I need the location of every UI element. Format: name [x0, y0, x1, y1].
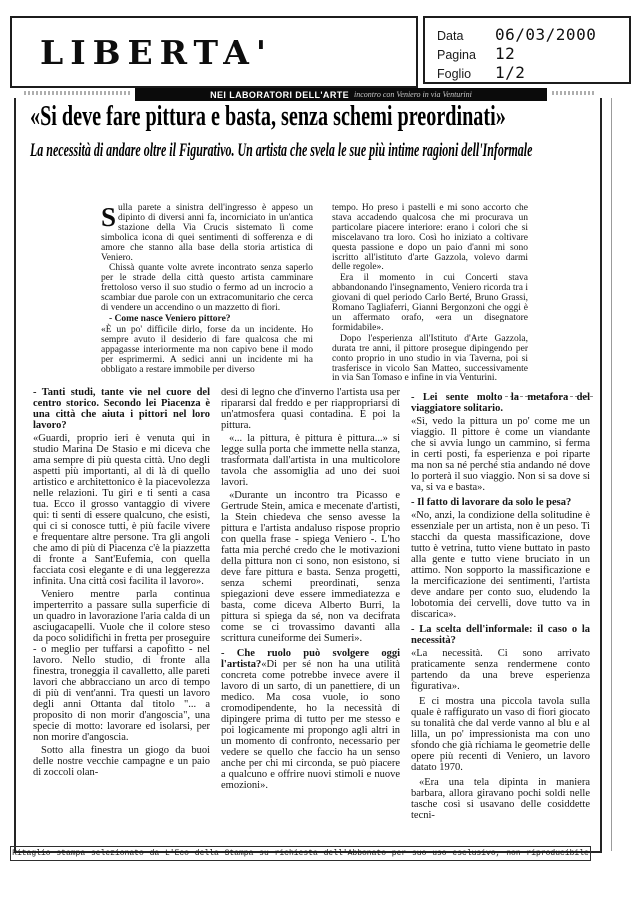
- answer-inline: «Di per sé non ha una utilità concreta come potrebbe invece avere il lavoro di un sarto, di un panettiere, di un medico. Ma cosa vuole, io sono cromodipendente, ho la necessità di dipingere prima di tutto per me stesso e poi logicamente mi propongo agli altri in un momento di confronto, necessario per vedere se quello che faccio ha un senso anche per chi mi circonda, se può piacere a qualcuno e offrire nuovi stimoli e nuove emozioni».: [221, 659, 400, 791]
- meta-value-data: 06/03/2000: [495, 25, 597, 44]
- paragraph: «Durante un incontro tra Picasso e Gertrude Stein, amica e mecenate d'artisti, la Stein chiedeva che senso avesse la pittura e l'artista andaluso rispose proprio con quella frase - spiega Veniero -. L'ho fatta mia perché credo che le motivazioni della pittura non ci sono, non esistono, si deve fare pittura e basta. Senza progetti, senza schemi preordinati, senza spiegazioni deve essere immediatezza e basta, come diceva Alberto Burri, la pittura si spiega da sé, non va decifrata come se ci trovassimo davanti alla scrittura cuneiforme dei Sumeri».: [221, 490, 400, 644]
- subheadline-wrap: [30, 140, 600, 164]
- paragraph: Chissà quante volte avrete incontrato senza saperlo per le strade della città questo artista camminare frettoloso verso il suo studio o fermo ad un incrocio a scambiar due parole con un extracomunitario che cerca di vendere un accendino o un mazzetto di fiori.: [101, 263, 313, 314]
- dropcap: S: [101, 202, 117, 232]
- body-column-2: [221, 385, 400, 791]
- clipping-meta-box: [423, 16, 631, 84]
- meta-row-pagina: [437, 44, 629, 63]
- lead-text: ulla parete a sinistra dell'ingresso è appeso un dipinto di diversi anni fa, incorniciato in un'antica stazione della Via Crucis sistemato lì come simbolica icona di quei sentimenti di sofferenza e di amore che stanno alla base della storia artistica di Veniero.: [101, 203, 313, 263]
- question-paragraph: - La scelta dell'informale: il caso o la necessità?: [411, 624, 590, 646]
- question-paragraph: - Come nasce Veniero pittore?: [109, 313, 231, 324]
- question-paragraph: - Tanti studi, tante vie nel cuore del centro storico. Secondo lei Piacenza è una città che aiuta i pittori nel loro lavoro?: [33, 387, 210, 431]
- lead-paragraph: [101, 204, 313, 263]
- headline-wrap: [30, 101, 600, 139]
- scan-edge-line: [611, 98, 612, 851]
- paragraph: «È un po' difficile dirlo, forse da un incidente. Ho sempre avuto il desiderio di fare qualcosa che mi appagasse interiormente ma non capivo bene il modo per esprimermi. A sedici anni un incidente mi ha obbligato a restare immobile per diverso: [101, 324, 313, 375]
- intro-column-2: [332, 203, 528, 384]
- meta-row-foglio: [437, 63, 629, 82]
- meta-row-data: [437, 25, 629, 44]
- paragraph: «La necessità. Ci sono arrivato praticamente senza rendermene conto partendo da una breve esperienza figurativa».: [411, 648, 590, 692]
- headline: «Si deve fare pittura e basta, senza schemi preordinati»: [30, 101, 506, 132]
- meta-label-data: Data: [437, 29, 464, 43]
- paragraph: «Sì, vedo la pittura un po' come me un viaggio. Il pittore è come un viandante che si avvia lungo un cammino, si ferma in certi posti, fa esperienza e poi riparte ma non sa né perché stia andando né dove lo porterà il suo viaggio. Non si sa dove si va, si va e basta».: [411, 416, 590, 493]
- body-column-1: [33, 385, 210, 778]
- press-clipping-footer: [10, 846, 591, 861]
- footer-note: Ritaglio stampa selezionato da L'Eco della Stampa su richiesta dell'Abbonato per suo uso esclusivo, non riproducibile: [12, 849, 589, 858]
- kicker-title: NEI LABORATORI DELL'ARTE: [210, 89, 350, 100]
- body-column-3: [411, 390, 590, 821]
- paragraph: Veniero mentre parla continua imperterrito a passare sulla superficie di un quadro in lavorazione l'aria calda di un asciugacapelli. Vuole che il colore steso da poco solidifichi in fretta per proseguire - o meglio per tuffarsi a capofitto - nel lavoro. Nello studio, di fronte alla finestra, troneggia il cavalletto, alle pareti lavori che abbracciano un arco di tempo di più di vent'anni. Tra questi un lavoro degli anni Ottanta dal titolo "... a proposito di non morir d'angoscia", una specie di motto: lavorare ed isolarsi, per non morire d'angoscia.: [33, 589, 210, 743]
- newspaper-logo: LIBERTA': [40, 32, 273, 72]
- paragraph: tempo. Ho preso i pastelli e mi sono accorto che stava accadendo qualcosa che mi procurava un particolare piacere interiore: erano i colori che si miscelavano tra loro. Così ho iniziato a coltivare questa passione e dopo un paio d'anni mi sono iscritto all'istituto d'arte Gazzola, volevo darmi delle regole».: [332, 203, 528, 273]
- meta-value-foglio: 1/2: [495, 63, 526, 82]
- illegible-microtext-left: [24, 91, 132, 95]
- question-paragraph: - Il fatto di lavorare da solo le pesa?: [411, 497, 572, 508]
- question-inline: - Che ruolo può svolgere oggi l'artista?: [221, 648, 400, 670]
- masthead-box: [10, 16, 418, 88]
- paragraph: «Guardi, proprio ieri è venuta qui in studio Marina De Stasio e mi diceva che ama sempre di più questa città. Uno degli aspetti più importanti, al di là di quello artistico e architettonico è la piacevolezza nelle relazioni. Tu giri e ti senti a casa tua. Ecco il grosso vantaggio di vivere qui: ti senti di essere qualcuno, che esisti, qui ci si conosce tutti, è più facile vivere e frequentare altre persone. Tra gli angoli che amo di più di Piacenza c'è la piazzetta di fronte a Sant'Eufemia, con quella facciata così elegante e di una leggerezza infinita. Una città così facilita il lavoro».: [33, 433, 210, 587]
- kicker-subtitle: incontro con Veniero in via Venturini: [354, 90, 472, 99]
- paragraph: E ci mostra una piccola tavola sulla quale è raffigurato un vaso di fiori giocato su tonalità che dal verde vanno al blu e al lilla, un po' impressionista ma con uno sfondo che già richiama le geometrie delle opere più recenti di Veniero, un lavoro datato 1970.: [411, 696, 590, 773]
- paragraph: «Era una tela dipinta in maniera barbara, allora giravano pochi soldi nelle tasche così si usavano delle cosiddette tecni-: [411, 777, 590, 821]
- question-paragraph: - Lei sente molto la metafora del viaggiatore solitario.: [411, 392, 590, 414]
- paragraph: «No, anzi, la condizione della solitudine è essenziale per un artista, non è un peso. Ti stacchi da questa massificazione, dove tutto è vetrina, tutto viene buttato in pasto alla gente e tutto viene bruciato in un attimo. Non sopporto la massificazione e la mercificazione dei sentimenti, l'artista deve andare per conto suo, eludendo la lobotomia dei cervelli, dove tutto va in discarica».: [411, 510, 590, 620]
- intro-column-1: [101, 203, 313, 375]
- question-and-answer: [221, 648, 400, 791]
- paragraph: desi di legno che d'inverno l'artista usa per ripararsi dal freddo e per riappropriarsi di un'atmosfera quasi contadina. E poi la pittura.: [221, 387, 400, 431]
- paragraph: Dopo l'esperienza all'Istituto d'Arte Gazzola, durata tre anni, il pittore prosegue dipingendo per conto proprio in uno studio in via Taverna, poi si trasferisce in vicolo San Matteo, successivamente in via San Tomaso e infine in via Venturini.: [332, 333, 528, 384]
- paragraph: «... la pittura, è pittura è pittura...» si legge sulla porta che immette nella stanza, trasformata dall'artista in una multicolore tavola che assomiglia ad uno dei suoi lavori.: [221, 433, 400, 488]
- subheadline: La necessità di andare oltre il Figurativo. Un artista che svela le sue più intime ragioni dell'Informale: [30, 140, 533, 161]
- illegible-microtext-right: [552, 91, 596, 95]
- meta-value-pagina: 12: [495, 44, 516, 63]
- meta-label-foglio: Foglio: [437, 67, 472, 81]
- meta-label-pagina: Pagina: [437, 48, 476, 62]
- paragraph: Sotto alla finestra un giogo da buoi delle nostre vecchie campagne e un paio di zoccoli olan-: [33, 745, 210, 778]
- paragraph: Era il momento in cui Concerti stava abbandonando l'insegnamento, Veniero ricorda tra i giovani di quel periodo Carlo Berté, Bruno Grassi, Romano Tagliaferri, Gianni Bergonzoni che oggi è un affermato orafo, «era un disegnatore formidabile».: [332, 273, 528, 333]
